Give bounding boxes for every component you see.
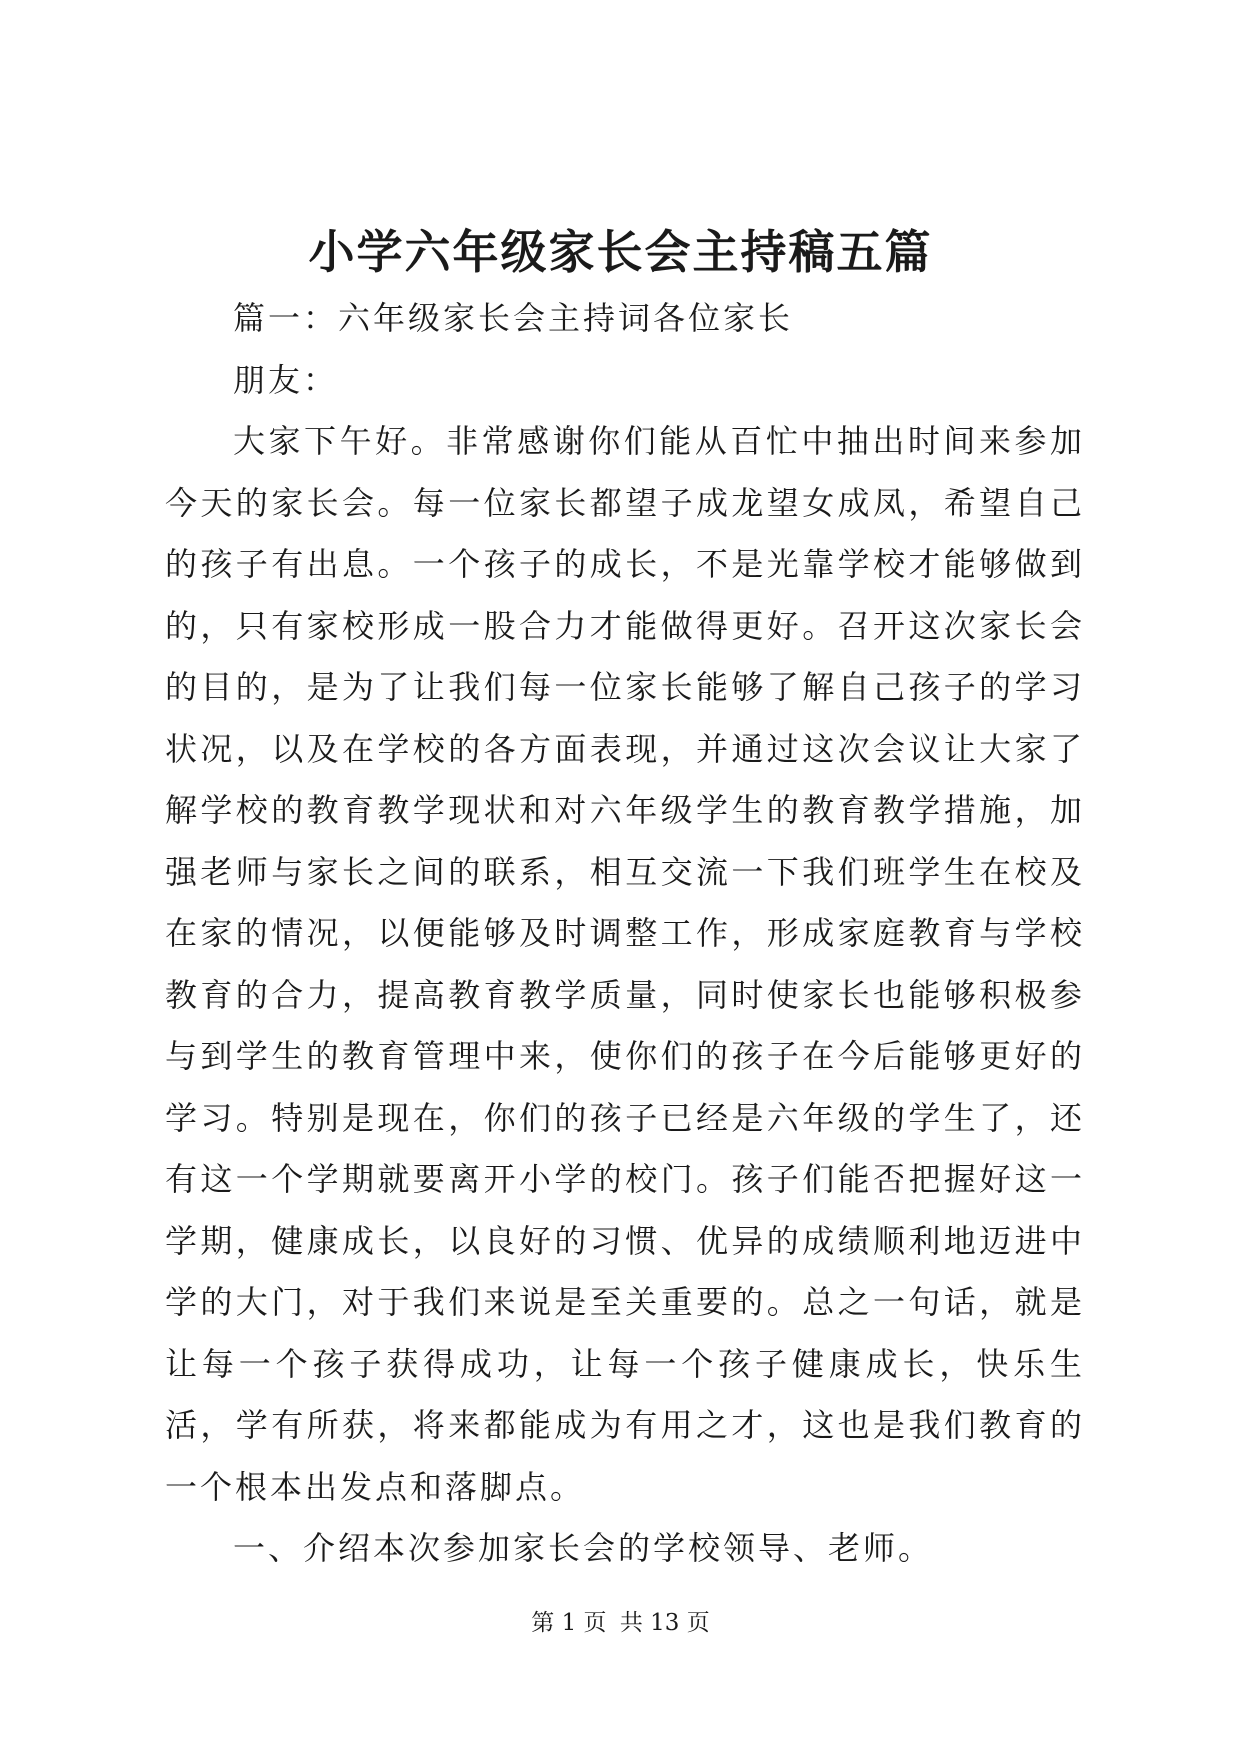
page-total: 共 13 页 xyxy=(619,1610,710,1636)
page-footer xyxy=(0,1608,1241,1638)
paragraph-salutation: 朋友： xyxy=(233,360,339,399)
document-body xyxy=(165,288,1085,1580)
page-number: 第 1 页 xyxy=(531,1610,607,1636)
paragraph-section-heading: 篇一：六年级家长会主持词各位家长 xyxy=(233,299,794,337)
document-title: 小学六年级家长会主持稿五篇 xyxy=(308,225,933,279)
paragraph-main: 大家下午好。非常感谢你们能从百忙中抽出时间来参加今天的家长会。每一位家长都望子成龙望女成凤，希望自己的孩子有出息。一个孩子的成长，不是光靠学校才能够做到的，只有家校形成一股合力才能做得更好。召开这次家长会的目的，是为了让我们每一位家长能够了解自己孩子的学习状况，以及在学校的各方面表现，并通过这次会议让大家了解学校的教育教学现状和对六年级学生的教育教学措施，加强老师与家长之间的联系，相互交流一下我们班学生在校及在家的情况，以便能够及时调整工作，形成家庭教育与学校教育的合力，提高教育教学质量，同时使家长也能够积极参与到学生的教育管理中来，使你们的孩子在今后能够更好的学习。特别是现在，你们的孩子已经是六年级的学生了，还有这一个学期就要离开小学的校门。孩子们能否把握好这一学期，健康成长，以良好的习惯、优异的成绩顺利地迈进中学的大门，对于我们来说是至关重要的。总之一句话，就是让每一个孩子获得成功，让每一个孩子健康成长，快乐生活，学有所获，将来都能成为有用之才，这也是我们教育的一个根本出发点和落脚点。 xyxy=(165,422,1085,1506)
paragraph-item-one: 一、介绍本次参加家长会的学校领导、老师。 xyxy=(233,1529,934,1567)
